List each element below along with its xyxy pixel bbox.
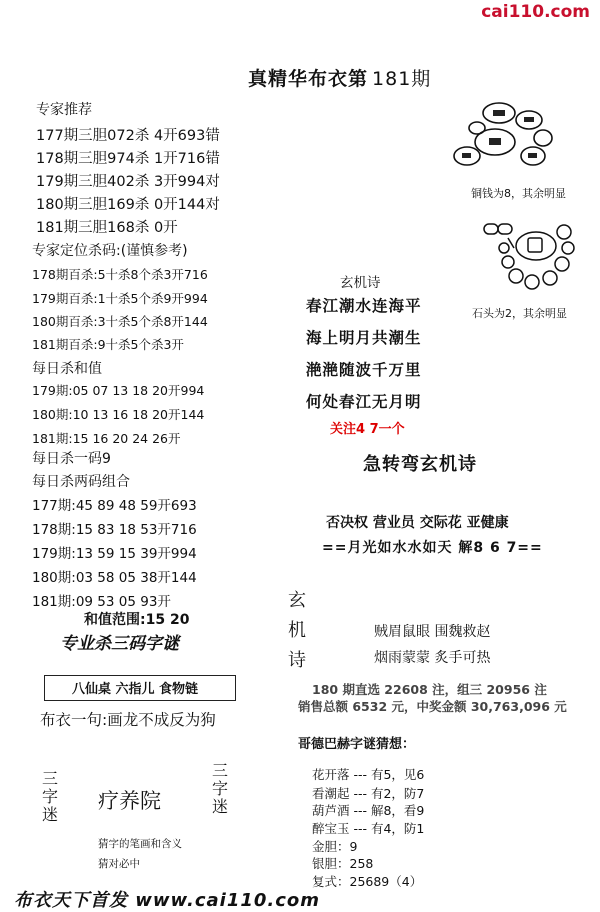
poem-heading: 玄机诗 (340, 275, 381, 291)
expert-heading: 专家推荐 (36, 102, 92, 118)
one-line-hint: 布衣一句:画龙不成反为狗 (40, 711, 216, 729)
page-title (248, 64, 431, 91)
riddle-vert-right: 三 字 迷 (212, 761, 229, 816)
sales-line: 180 期直选 22608 注，组三 20956 注 (312, 682, 547, 697)
footer-banner: 布衣天下首发 www.cai110.com (14, 890, 321, 911)
two-code-line: 179期:13 59 15 39开994 (32, 546, 197, 562)
goldbach-line: 银胆：258 (312, 856, 374, 871)
xuanji-row: 贼眉鼠眼 围魏救赵 (374, 624, 491, 640)
turn-words: 否决权 营业员 交际花 亚健康 (326, 515, 509, 531)
poem-line: 春江潮水连海平 (306, 297, 422, 315)
sum-line: 179期:05 07 13 18 20开994 (32, 383, 205, 398)
two-code-line: 181期:09 53 05 93开 (32, 594, 171, 610)
stones-drawing (480, 218, 580, 298)
goldbach-heading: 哥德巴赫字谜猜想： (298, 737, 416, 752)
keyword-line: 八仙桌 六指儿 食物链 (72, 682, 199, 697)
position-heading: 专家定位杀码:(谨慎参考) (32, 243, 188, 259)
stone-shape (555, 257, 569, 271)
sum-heading: 每日杀和值 (32, 361, 102, 377)
goldbach-line: 醉宝玉 --- 有4，防1 (312, 821, 425, 836)
kill-one-code: 每日杀一码9 (32, 451, 111, 467)
issue-number: 181期 (372, 68, 432, 90)
poem-note: 关注4 7一个 (330, 422, 405, 437)
expert-line: 177期三胆072杀 4开693错 (36, 128, 220, 144)
stone-shape (562, 242, 574, 254)
stone-shape (502, 256, 514, 268)
expert-line: 179期三胆402杀 3开994对 (36, 174, 220, 190)
xuanji-row: 烟雨蒙蒙 炙手可热 (374, 650, 491, 666)
expert-line: 178期三胆974杀 1开716错 (36, 151, 220, 167)
poem-line: 海上明月共潮生 (306, 329, 422, 347)
sales-line: 销售总额 6532 元，中奖金额 30,763,096 元 (298, 699, 567, 714)
goldbach-line: 看潮起 --- 有2，防7 (312, 786, 425, 801)
poem-line: 何处春江无月明 (306, 393, 422, 411)
riddle-note: 猜字的笔画和含义 (98, 838, 182, 850)
site-logo[interactable]: cai110.com (481, 2, 590, 22)
expert-line: 180期三胆169杀 0开144对 (36, 197, 220, 213)
position-line: 179期百杀:1十杀5个杀9开994 (32, 291, 208, 306)
goldbach-line: 花开落 --- 有5，见6 (312, 767, 425, 782)
coins-caption: 铜钱为8，其余明显 (471, 187, 566, 200)
stone-shape (498, 224, 512, 234)
two-code-line: 180期:03 58 05 38开144 (32, 570, 197, 586)
stone-shape (509, 269, 523, 283)
stones-caption: 石头为2，其余明显 (472, 307, 567, 320)
goldbach-line: 金胆：9 (312, 839, 358, 854)
sum-range: 和值范围:15 20 (84, 612, 190, 628)
stone-shape (528, 238, 542, 252)
stone-shape (484, 224, 498, 234)
poem-line: 滟滟随波千万里 (306, 361, 422, 379)
xuanji-vert: 玄 机 诗 (288, 590, 306, 671)
coins-drawing (445, 98, 555, 178)
goldbach-line: 葫芦酒 --- 解8，看9 (312, 803, 425, 818)
position-line: 180期百杀:3十杀5个杀8开144 (32, 314, 208, 329)
stone-shape (516, 232, 556, 260)
coin-shape (469, 122, 485, 134)
riddle-center: 疗养院 (98, 789, 161, 813)
turn-heading: 急转弯玄机诗 (363, 454, 477, 475)
sum-line: 180期:10 13 16 18 20开144 (32, 407, 205, 422)
stone-shape (557, 225, 571, 239)
riddle-note: 猜对必中 (98, 858, 140, 870)
stone-shape (499, 243, 509, 253)
title-text: 真精华布衣第 (248, 68, 369, 90)
two-code-heading: 每日杀两码组合 (32, 474, 130, 490)
two-code-line: 178期:15 83 18 53开716 (32, 522, 197, 538)
expert-line: 181期三胆168杀 0开 (36, 220, 178, 236)
stone-shape (525, 275, 539, 289)
two-code-line: 177期:45 89 48 59开693 (32, 498, 197, 514)
turn-answer: ==月光如水水如天 解8 6 7== (322, 540, 543, 556)
coin-shape (534, 130, 552, 146)
sum-line: 181期:15 16 20 24 26开 (32, 431, 181, 446)
goldbach-line: 复式：25689（4） (312, 874, 423, 889)
riddle-vert-left: 三 字 迷 (42, 769, 59, 824)
riddle-title: 专业杀三码字谜 (60, 634, 179, 654)
position-line: 181期百杀:9十杀5个杀3开 (32, 337, 184, 352)
stone-shape (543, 271, 557, 285)
position-line: 178期百杀:5十杀8个杀3开716 (32, 267, 208, 282)
